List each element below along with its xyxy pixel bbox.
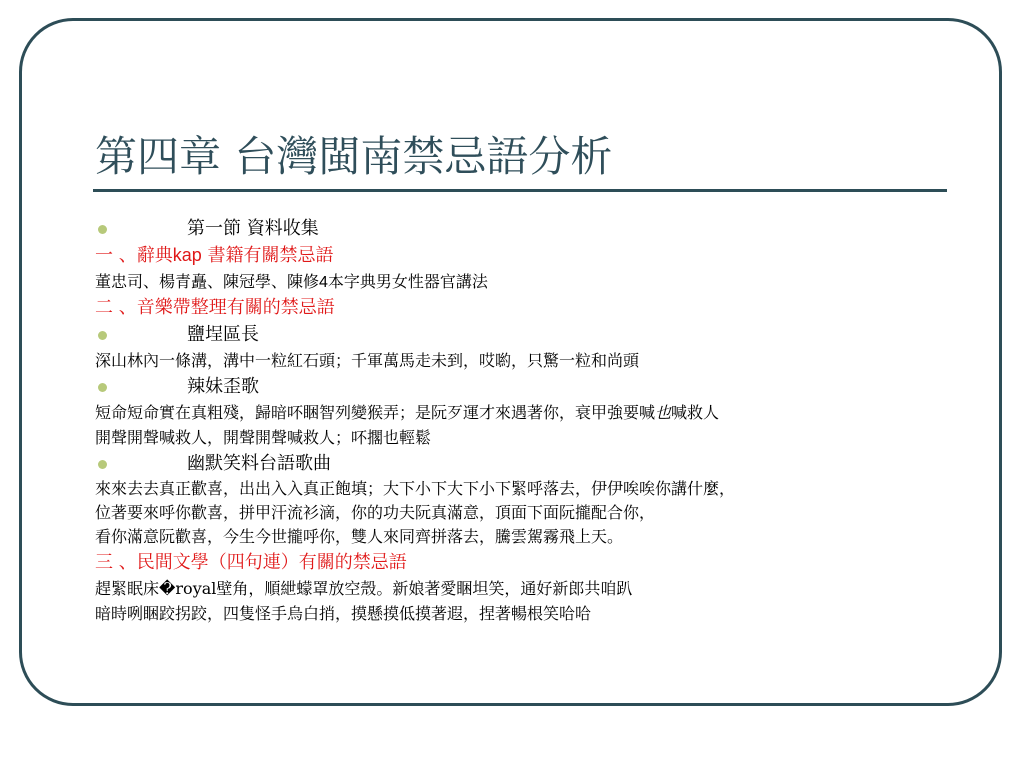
text-segment: 喊救人 [671,403,720,422]
verse-line: 趕緊眠床�royal壁角，順紲蠓罩放空殼。新娘著愛睏坦笑，通好新郎共咱趴 [95,579,633,598]
lyric-line: 來來去去真正歡喜，出出入入真正飽填；大下小下大下小下緊呼落去，伊伊唉唉你講什麼， [95,479,736,498]
lyric-line: 位著要來呼你歡喜，拼甲汗流衫滴，你的功夫阮真滿意，頂面下面阮攏配合你， [95,503,656,522]
verse-line: 暗時咧睏跤拐跤，四隻怪手烏白捎，摸懸摸低摸著遐，捏著暢根笑哈哈 [95,604,592,623]
bullet-icon [98,383,107,392]
text-segment: 董忠司、楊青矗、陳冠學、陳修 [95,272,320,291]
bullet-text: 幽默笑料台語歌曲 [187,453,331,474]
title-underline [93,189,947,192]
lyric-line: 開聲開聲喊救人，開聲開聲喊救人；吥擱也輕鬆 [95,428,432,447]
section-heading-text: 書籍有關禁忌語 [201,245,334,266]
text-number: 4 [319,274,328,291]
section-heading-text: 一 、辭典 [95,245,173,266]
lyric-line: 看你滿意阮歡喜，今生今世攏呼你，雙人來同齊拼落去，騰雲駕霧飛上天。 [95,527,624,546]
section-heading: 三 、民間文學（四句連）有關的禁忌語 [95,552,407,573]
text-segment-italic: 也 [655,403,672,422]
bullet-item [95,215,955,242]
text-line [95,269,955,294]
bullet-text: 辣妹歪歌 [187,376,259,397]
bullet-item [95,321,955,348]
bullet-item [95,450,955,477]
section-heading [95,242,955,269]
bullet-text: 第一節 資料收集 [187,218,319,239]
lyric-line: 深山林內一條溝，溝中一粒紅石頭；千軍萬馬走未到，哎喲，只驚一粒和尚頭 [95,351,640,370]
bullet-icon [98,331,107,340]
bullet-icon [98,460,107,469]
text-segment: 短命短命實在真粗殘，歸暗吥睏智列變猴弄；是阮歹運才來遇著你，衰甲強要喊 [95,403,656,422]
text-segment: 本字典男女性器官講法 [327,272,488,291]
section-heading: 二 、音樂帶整理有關的禁忌語 [95,297,335,318]
lyric-line [95,400,955,425]
bullet-item [95,373,955,400]
slide-title: 第四章 台灣閩南禁忌語分析 [95,132,613,181]
bullet-text: 鹽埕區長 [187,324,259,345]
slide-body [95,215,955,626]
bullet-icon [98,225,107,234]
section-heading-latin: kap [172,245,202,265]
